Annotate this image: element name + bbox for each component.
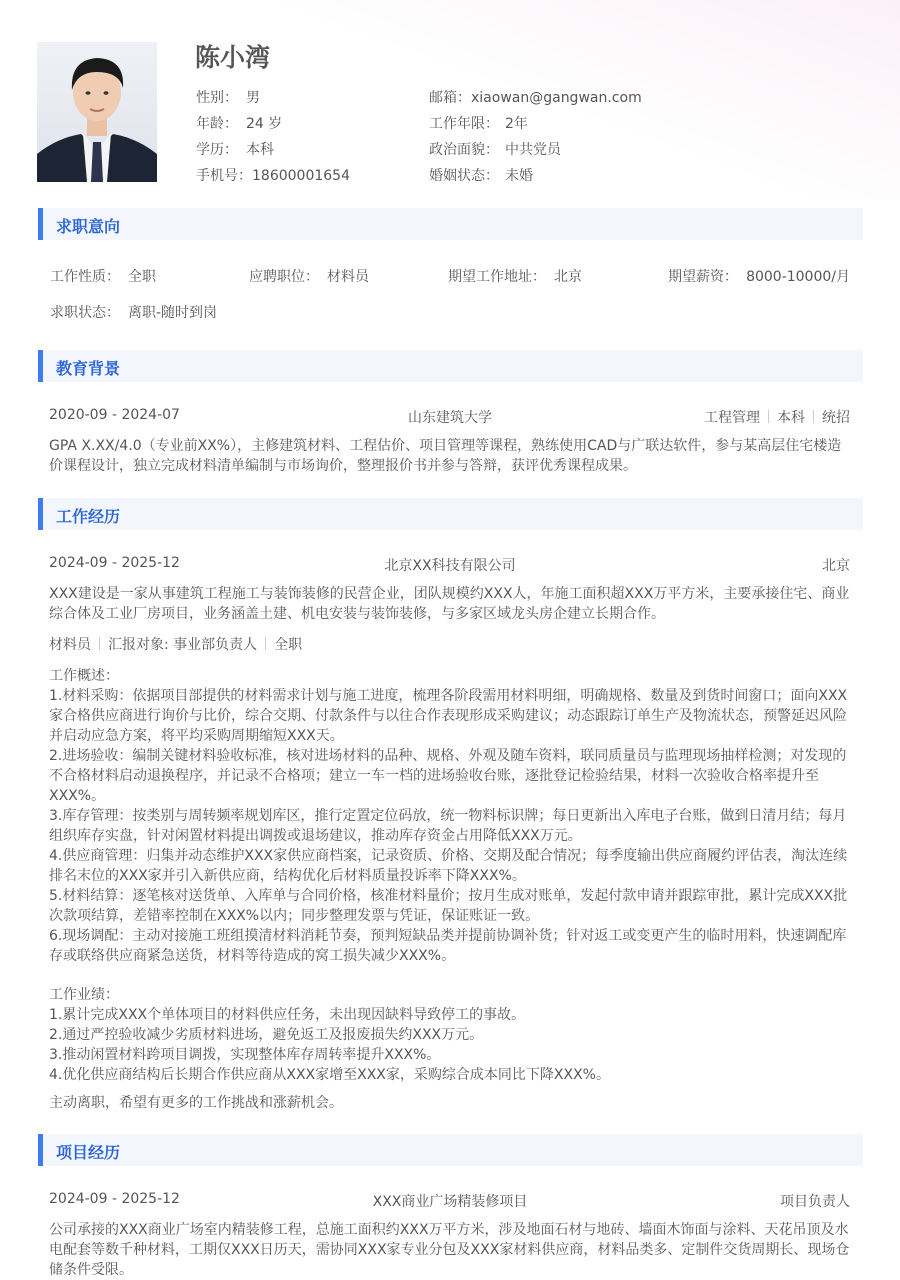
work-role-line: 材料员 汇报对象: 事业部负责人 全职 bbox=[49, 637, 303, 653]
education-details: 工程管理 本科 统招 bbox=[704, 410, 850, 426]
section-title: 工作经历 bbox=[56, 507, 121, 526]
education-description: GPA X.XX/4.0（专业前XX%），主修建筑材料、工程估价、项目管理等课程，熟练使用CAD与广联达软件，参与某高层住宅楼造 价课程设计，独立完成材料清单编制与市场询价，整理报价书并参与答辩，获评优秀课程成果。 bbox=[49, 438, 842, 474]
person-photo-icon bbox=[37, 42, 157, 182]
work-date: 2024-09 - 2025-12 bbox=[49, 555, 180, 571]
project-date: 2024-09 - 2025-12 bbox=[49, 1191, 180, 1207]
intent-work-type: 工作性质： 全职 bbox=[50, 269, 156, 285]
section-title: 求职意向 bbox=[56, 217, 121, 236]
education-school: 山东建筑大学 bbox=[408, 410, 492, 426]
section-header-intent bbox=[38, 208, 863, 240]
info-political: 政治面貌： 中共党员 bbox=[429, 142, 561, 158]
info-email: 邮箱：xiaowan@gangwan.com bbox=[429, 90, 642, 106]
info-phone: 手机号：18600001654 bbox=[196, 168, 350, 184]
info-education: 学历： 本科 bbox=[196, 142, 274, 158]
info-gender: 性别： 男 bbox=[196, 90, 260, 106]
work-overview: 工作概述： 1.材料采购：依据项目部提供的材料需求计划与施工进度，梳理各阶段需用材料明细，明确规格、数量及到货时间窗口；面向XXX 家合格供应商进行询价与比价，综合交期、付款条件与以往合作表现形成采购建议；动态跟踪订单生产及物流状态，预警延迟风险 并启动应急方案，将平均采购周期缩短XXX天。 2.进场验收：编制关键材料验收标准，核对进场材料的品种、规格、外观及随车资料，联同质量员与监理现场抽样检测；对发现的 不合格材料启动退换程序，并记录不合格项；建立一车一档的进场验收台账，逐批登记检验结果，材料一次验收合格率提升至 XXX%。 3.库存管理：按类别与周转频率规划库区，推行定置定位码放，统一物料标识牌；每日更新出入库电子台账，做到日清月结；每月 组织库存实盘，针对闲置材料提出调拨或退场建议，推动库存资金占用降低XXX万元。 4.供应商管理：归集并动态维护XXX家供应商档案，记录资质、价格、交期及配合情况；每季度输出供应商履约评估表，淘汰连续 排名末位的XXX家并引入新供应商，结构优化后材料质量投诉率下降XXX%。 5.材料结算：逐笔核对送货单、入库单与合同价格，核准材料量价；按月生成对账单，发起付款申请并跟踪审批，累计完成XXX批 次款项结算，差错率控制在XXX%以内；同步整理发票与凭证，保证账证一致。 6.现场调配：主动对接施工班组摸清材料消耗节奏，预判短缺品类并提前协调补货；针对返工或变更产生的临时用料，快速调配库 存或联络供应商紧急送货，材料等待造成的窝工损失减少XXX%。 bbox=[49, 668, 848, 964]
work-achievements: 工作业绩： 1.累计完成XXX个单体项目的材料供应任务，未出现因缺料导致停工的事故。 2.通过严控验收减少劣质材料进场，避免返工及报废损失约XXX万元。 3.推动闲置材料跨项目调拨，实现整体库存周转率提升XXX%。 4.优化供应商结构后长期合作供应商从XXX家增至XXX家，采购综合成本同比下降XXX%。 bbox=[49, 987, 610, 1083]
work-company-intro: XXX建设是一家从事建筑工程施工与装饰装修的民营企业，团队规模约XXX人，年施工面积超XXX万平方米，主要承接住宅、商业 综合体及工业厂房项目，业务涵盖土建、机电安装与装饰装修，与多家区域龙头房企建立长期合作。 bbox=[49, 586, 850, 622]
work-company: 北京XX科技有限公司 bbox=[384, 558, 516, 574]
section-header-education bbox=[38, 350, 863, 382]
work-leave-reason: 主动离职，希望有更多的工作挑战和涨薪机会。 bbox=[49, 1095, 343, 1111]
project-description: 公司承接的XXX商业广场室内精装修工程，总施工面积约XXX万平方米，涉及地面石材与地砖、墙面木饰面与涂料、天花吊顶及水 电配套等数千种材料，工期仅XXX日历天，需协同XXX家专业分包及XXX家材料供应商，材料品类多、定制件交货周期长、现场仓 储条件受限。 bbox=[49, 1222, 850, 1278]
section-header-work bbox=[38, 498, 863, 530]
section-header-project bbox=[38, 1134, 863, 1166]
info-age: 年龄： 24 岁 bbox=[196, 116, 283, 132]
intent-position: 应聘职位： 材料员 bbox=[249, 269, 369, 285]
work-city: 北京 bbox=[822, 558, 850, 574]
section-title: 教育背景 bbox=[56, 359, 121, 378]
section-title: 项目经历 bbox=[56, 1143, 121, 1162]
info-work-years: 工作年限： 2年 bbox=[429, 116, 528, 132]
intent-status: 求职状态： 离职-随时到岗 bbox=[50, 305, 218, 321]
intent-location: 期望工作地址： 北京 bbox=[448, 269, 582, 285]
project-name: XXX商业广场精装修项目 bbox=[372, 1194, 528, 1210]
project-role: 项目负责人 bbox=[780, 1194, 850, 1210]
info-marital: 婚姻状态： 未婚 bbox=[429, 168, 533, 184]
education-date: 2020-09 - 2024-07 bbox=[49, 407, 180, 423]
intent-salary: 期望薪资： 8000-10000/月 bbox=[668, 269, 850, 285]
avatar bbox=[37, 42, 157, 182]
candidate-name: 陈小湾 bbox=[195, 43, 271, 72]
